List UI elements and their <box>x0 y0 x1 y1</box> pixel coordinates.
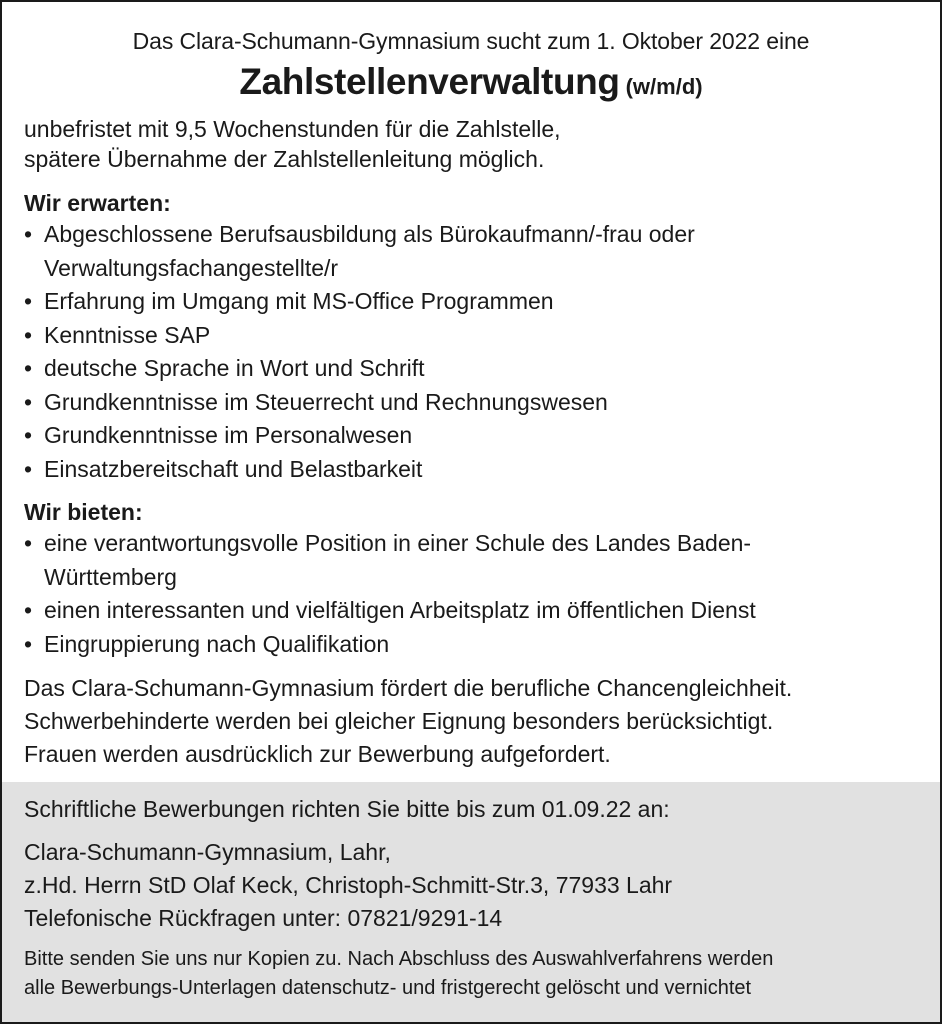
list-item <box>24 594 918 628</box>
requirements-list <box>24 218 918 486</box>
gender-suffix: (w/m/d) <box>625 74 703 99</box>
list-item-text: eine verantwortungsvolle Position in einer Schule des Landes Baden- <box>44 530 752 556</box>
bullet-icon: • <box>24 221 33 247</box>
bullet-icon: • <box>24 597 33 623</box>
list-item-text: Verwaltungsfachangestellte/r <box>44 254 339 281</box>
list-item-text: deutsche Sprache in Wort und Schrift <box>44 355 425 381</box>
employment-terms <box>24 114 918 174</box>
list-item <box>24 352 918 386</box>
list-item <box>24 319 918 353</box>
offer-list <box>24 527 918 661</box>
list-item-text: Grundkenntnisse im Personalwesen <box>44 422 413 448</box>
list-item-text: Eingruppierung nach Qualifikation <box>44 630 390 657</box>
list-item-text: Württemberg <box>44 563 177 590</box>
offer-heading: Wir bieten: <box>24 499 143 525</box>
employment-terms-line-1: unbefristet mit 9,5 Wochenstunden für die Zahlstelle, <box>24 116 561 142</box>
list-item-text: Abgeschlossene Berufsausbildung als Bürokaufmann/-frau oder <box>44 221 695 247</box>
job-title <box>24 58 918 114</box>
requirements-heading: Wir erwarten: <box>24 190 171 216</box>
bullet-icon: • <box>24 288 33 314</box>
list-item-text: Erfahrung im Umgang mit MS-Office Programmen <box>44 288 554 314</box>
statement-line-3: Frauen werden ausdrücklich zur Bewerbung aufgefordert. <box>24 741 611 767</box>
list-item-text: Grundkenntnisse im Steuerrecht und Rechnungswesen <box>44 388 608 415</box>
bullet-icon: • <box>24 630 33 657</box>
bullet-icon: • <box>24 321 33 348</box>
list-item-text: Kenntnisse SAP <box>44 321 211 348</box>
list-item-text: einen interessanten und vielfältigen Arbeitsplatz im öffentlichen Dienst <box>44 597 756 623</box>
list-item <box>24 386 918 420</box>
bullet-icon: • <box>24 455 33 482</box>
bullet-icon: • <box>24 388 33 415</box>
phone-contact: Telefonische Rückfragen unter: 07821/9291-14 <box>24 905 503 931</box>
address-line-2: z.Hd. Herrn StD Olaf Keck, Christoph-Schmitt-Str.3, 77933 Lahr <box>24 872 673 898</box>
ad-body <box>2 2 940 771</box>
application-footer <box>2 782 940 1022</box>
list-item <box>24 218 918 285</box>
list-item-text: Einsatzbereitschaft und Belastbarkeit <box>44 455 423 482</box>
privacy-note-line-1: Bitte senden Sie uns nur Kopien zu. Nach Abschluss des Auswahlverfahrens werden <box>24 948 774 970</box>
contact-address <box>24 836 918 935</box>
bullet-icon: • <box>24 422 33 448</box>
privacy-note <box>24 945 918 1003</box>
job-title-text: Zahlstellenverwaltung <box>239 61 620 102</box>
list-item <box>24 628 918 662</box>
statement-line-2: Schwerbehinderte werden bei gleicher Eignung besonders berücksichtigt. <box>24 708 774 734</box>
list-item <box>24 285 918 319</box>
application-deadline: Schriftliche Bewerbungen richten Sie bitte bis zum 01.09.22 an: <box>24 796 670 822</box>
intro-line: Das Clara-Schumann-Gymnasium sucht zum 1. Oktober 2022 eine <box>132 28 810 54</box>
bullet-icon: • <box>24 355 33 381</box>
privacy-note-line-2: alle Bewerbungs-Unterlagen datenschutz- und fristgerecht gelöscht und vernichtet <box>24 977 752 999</box>
address-line-1: Clara-Schumann-Gymnasium, Lahr, <box>24 839 391 865</box>
list-item <box>24 419 918 453</box>
statement-line-1: Das Clara-Schumann-Gymnasium fördert die berufliche Chancengleichheit. <box>24 675 793 701</box>
bullet-icon: • <box>24 530 33 556</box>
list-item <box>24 527 918 594</box>
equal-opportunity-statement <box>24 672 918 771</box>
list-item <box>24 453 918 487</box>
employment-terms-line-2: spätere Übernahme der Zahlstellenleitung möglich. <box>24 146 545 172</box>
